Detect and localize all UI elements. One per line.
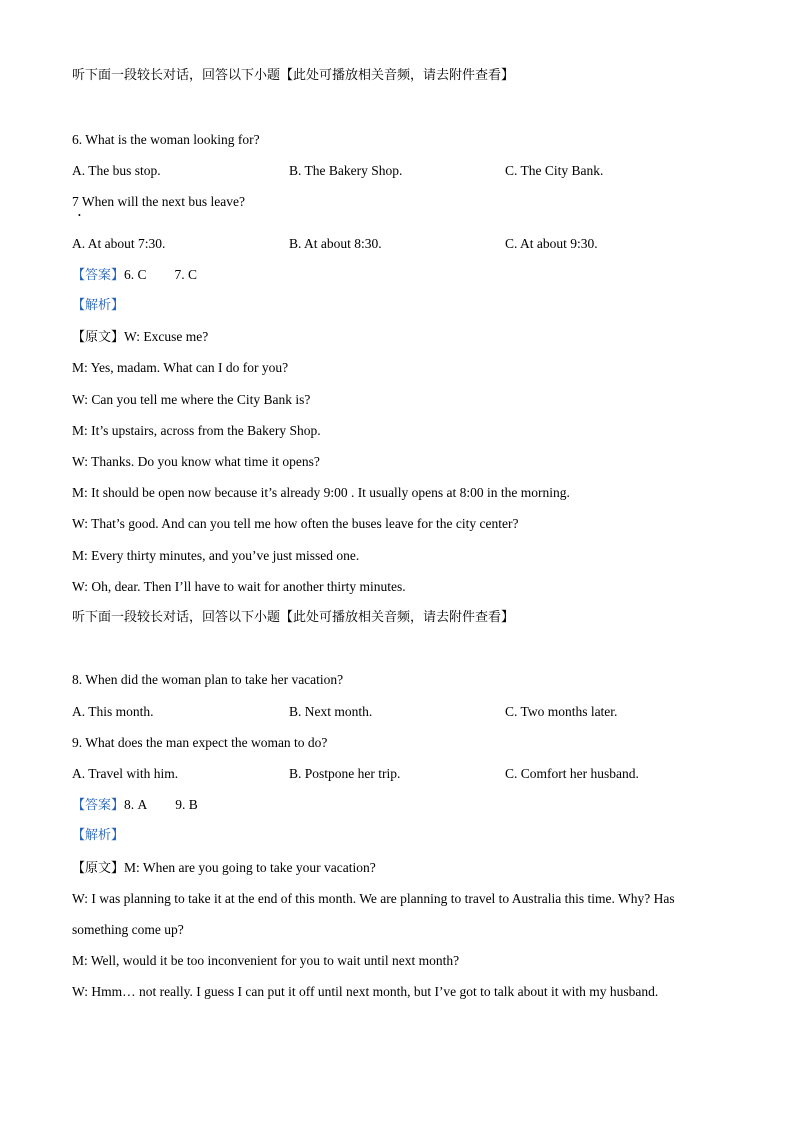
transcript-line: W: Thanks. Do you know what time it opens? <box>72 454 320 469</box>
analysis-label: 【解析】 <box>72 298 125 313</box>
answer-label: 【答案】 <box>72 798 125 813</box>
transcript-line: W: Can you tell me where the City Bank is? <box>72 392 311 407</box>
section-header: 听下面一段较长对话，回答以下小题【此处可播放相关音频，请去附件查看】 <box>72 68 515 83</box>
q9-option-c: C. Comfort her husband. <box>505 766 639 781</box>
q8-option-c: C. Two months later. <box>505 704 618 719</box>
section-header: 听下面一段较长对话，回答以下小题【此处可播放相关音频，请去附件查看】 <box>72 610 515 625</box>
transcript-line: W: Hmm… not really. I guess I can put it off until next month, but I’ve got to talk about it with my husband. <box>72 984 659 999</box>
transcript-label: 【原文】 <box>72 861 125 876</box>
transcript-line: M: It should be open now because it’s already 9:00 . It usually opens at 8:00 in the morning. <box>72 485 570 500</box>
answer-line <box>72 795 734 816</box>
transcript-line: W: I was planning to take it at the end of this month. We are planning to travel to Australia this time. Why? Has <box>72 891 675 906</box>
q7-option-c: C. At about 9:30. <box>505 236 598 251</box>
answer-value: 8. A <box>124 797 148 812</box>
answer-label: 【答案】 <box>72 268 125 283</box>
analysis-label: 【解析】 <box>72 828 125 843</box>
q6-option-b: B. The Bakery Shop. <box>289 163 403 178</box>
question-7: 7 When will the next bus leave? <box>72 194 245 209</box>
transcript-line: something come up? <box>72 922 184 937</box>
transcript-text: W: Excuse me? <box>124 329 209 344</box>
answer-line <box>72 265 734 286</box>
transcript-first-line <box>72 858 734 879</box>
q8-option-b: B. Next month. <box>289 704 373 719</box>
answer-value: 9. B <box>175 797 198 812</box>
answer-value: 7. C <box>174 267 198 282</box>
transcript-first-line <box>72 327 734 348</box>
transcript-line: M: It’s upstairs, across from the Bakery Shop. <box>72 423 321 438</box>
q6-option-a: A. The bus stop. <box>72 163 161 178</box>
q7-option-a: A. At about 7:30. <box>72 236 166 251</box>
question-6: 6. What is the woman looking for? <box>72 132 260 147</box>
q9-option-b: B. Postpone her trip. <box>289 766 401 781</box>
transcript-text: M: When are you going to take your vacation? <box>124 860 376 875</box>
transcript-line: M: Yes, madam. What can I do for you? <box>72 360 289 375</box>
decorative-dot: • <box>78 211 81 220</box>
answer-value: 6. C <box>124 267 147 282</box>
transcript-line: M: Every thirty minutes, and you’ve just missed one. <box>72 548 360 563</box>
q9-option-a: A. Travel with him. <box>72 766 179 781</box>
question-9: 9. What does the man expect the woman to do? <box>72 735 328 750</box>
q8-option-a: A. This month. <box>72 704 154 719</box>
transcript-line: W: Oh, dear. Then I’ll have to wait for another thirty minutes. <box>72 579 406 594</box>
transcript-line: W: That’s good. And can you tell me how often the buses leave for the city center? <box>72 516 519 531</box>
transcript-label: 【原文】 <box>72 330 125 345</box>
q6-option-c: C. The City Bank. <box>505 163 604 178</box>
q7-option-b: B. At about 8:30. <box>289 236 382 251</box>
transcript-line: M: Well, would it be too inconvenient for you to wait until next month? <box>72 953 460 968</box>
question-8: 8. When did the woman plan to take her vacation? <box>72 672 344 687</box>
